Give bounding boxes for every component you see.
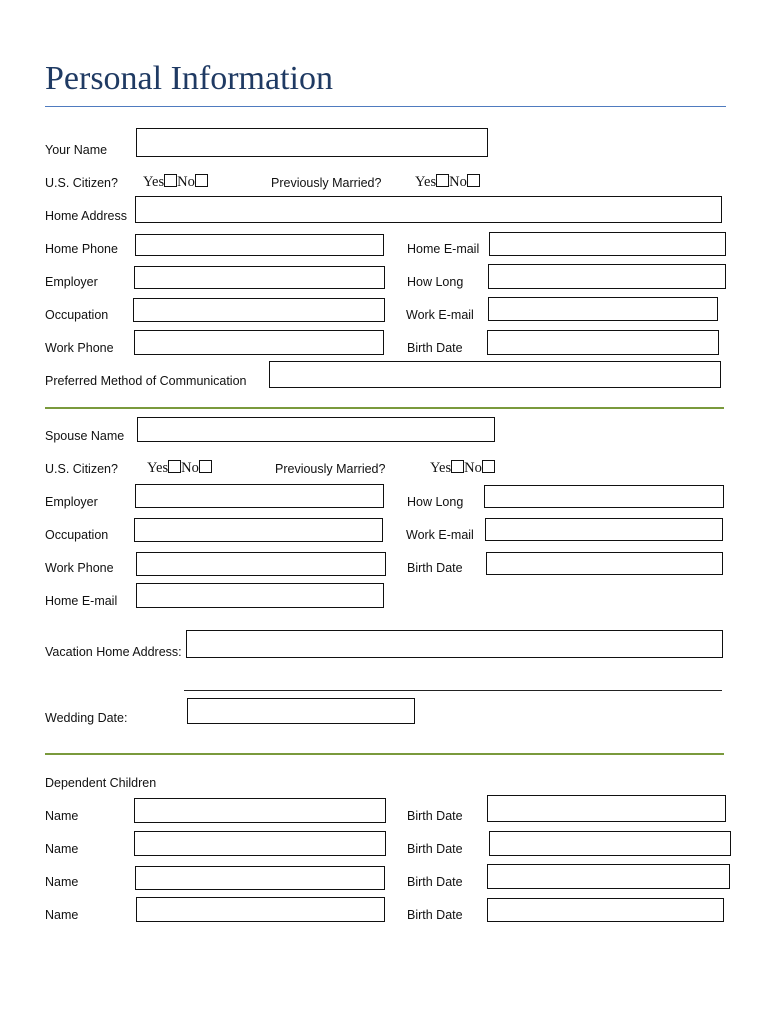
your-name-field[interactable] <box>136 128 488 157</box>
page-title: Personal Information <box>45 60 333 97</box>
spouse-work-email-field[interactable] <box>485 518 723 541</box>
work-email-label: Work E-mail <box>406 308 474 322</box>
spouse-married-no-checkbox[interactable] <box>482 460 495 473</box>
home-address-field[interactable] <box>135 196 722 223</box>
preferred-method-field[interactable] <box>269 361 721 388</box>
home-address-label: Home Address <box>45 209 127 223</box>
citizen-yes-no <box>143 174 208 190</box>
wedding-date-field[interactable] <box>187 698 415 724</box>
spouse-home-email-label: Home E-mail <box>45 594 118 608</box>
birth-date-label: Birth Date <box>407 341 463 355</box>
spouse-employer-label: Employer <box>45 495 98 509</box>
spouse-citizen-yes-no <box>147 460 212 476</box>
child-1-name-label: Name <box>45 809 79 823</box>
child-1-birth-date-label: Birth Date <box>407 809 463 823</box>
how-long-field[interactable] <box>488 264 726 289</box>
spouse-previously-married-label: Previously Married? <box>275 462 386 476</box>
spouse-occupation-field[interactable] <box>134 518 383 542</box>
spouse-married-yes-label: Yes <box>430 460 452 476</box>
citizen-no-checkbox[interactable] <box>195 174 208 187</box>
how-long-label: How Long <box>407 275 464 289</box>
child-3-name-field[interactable] <box>135 866 385 890</box>
child-4-name-label: Name <box>45 908 79 922</box>
occupation-field[interactable] <box>133 298 385 322</box>
spouse-name-label: Spouse Name <box>45 429 125 443</box>
child-2-name-field[interactable] <box>134 831 386 856</box>
child-2-birth-date-label: Birth Date <box>407 842 463 856</box>
spouse-us-citizen-label: U.S. Citizen? <box>45 462 118 476</box>
married-no-checkbox[interactable] <box>467 174 480 187</box>
child-3-birth-date-label: Birth Date <box>407 875 463 889</box>
preferred-method-label: Preferred Method of Communication <box>45 374 247 388</box>
citizen-yes-label: Yes <box>143 174 165 190</box>
home-phone-label: Home Phone <box>45 242 118 256</box>
work-phone-field[interactable] <box>134 330 384 355</box>
child-4-birth-date-label: Birth Date <box>407 908 463 922</box>
spouse-home-email-field[interactable] <box>136 583 384 608</box>
spouse-married-yes-no <box>430 460 495 476</box>
child-2-name-label: Name <box>45 842 79 856</box>
section-divider-1 <box>45 407 724 409</box>
home-email-label: Home E-mail <box>407 242 480 256</box>
spouse-work-email-label: Work E-mail <box>406 528 474 542</box>
your-name-label: Your Name <box>45 143 108 157</box>
married-yes-no <box>415 174 480 190</box>
spouse-occupation-label: Occupation <box>45 528 109 542</box>
spouse-birth-date-field[interactable] <box>486 552 723 575</box>
spouse-birth-date-label: Birth Date <box>407 561 463 575</box>
spouse-married-yes-checkbox[interactable] <box>451 460 464 473</box>
work-phone-label: Work Phone <box>45 341 114 355</box>
employer-field[interactable] <box>134 266 385 289</box>
married-yes-checkbox[interactable] <box>436 174 449 187</box>
spouse-citizen-yes-label: Yes <box>147 460 169 476</box>
citizen-yes-checkbox[interactable] <box>164 174 177 187</box>
child-3-name-label: Name <box>45 875 79 889</box>
dependent-children-heading: Dependent Children <box>45 776 157 790</box>
spouse-work-phone-field[interactable] <box>136 552 386 576</box>
married-no-label: No <box>449 174 467 190</box>
spouse-how-long-field[interactable] <box>484 485 724 508</box>
spouse-how-long-label: How Long <box>407 495 464 509</box>
spouse-married-no-label: No <box>464 460 482 476</box>
spouse-employer-field[interactable] <box>135 484 384 508</box>
wedding-date-label: Wedding Date: <box>45 711 128 725</box>
title-divider <box>45 106 726 107</box>
child-4-birth-date-field[interactable] <box>487 898 724 922</box>
home-phone-field[interactable] <box>135 234 384 256</box>
employer-label: Employer <box>45 275 98 289</box>
spouse-citizen-yes-checkbox[interactable] <box>168 460 181 473</box>
child-3-birth-date-field[interactable] <box>487 864 730 889</box>
spouse-citizen-no-label: No <box>181 460 199 476</box>
vacation-home-address-field[interactable] <box>186 630 723 658</box>
previously-married-label: Previously Married? <box>271 176 382 190</box>
birth-date-field[interactable] <box>487 330 719 355</box>
vacation-address-line-2[interactable] <box>184 690 722 691</box>
work-email-field[interactable] <box>488 297 718 321</box>
spouse-work-phone-label: Work Phone <box>45 561 114 575</box>
child-4-name-field[interactable] <box>136 897 385 922</box>
spouse-citizen-no-checkbox[interactable] <box>199 460 212 473</box>
occupation-label: Occupation <box>45 308 109 322</box>
spouse-name-field[interactable] <box>137 417 495 442</box>
us-citizen-label: U.S. Citizen? <box>45 176 118 190</box>
vacation-home-address-label: Vacation Home Address: <box>45 645 182 659</box>
section-divider-2 <box>45 753 724 755</box>
child-1-name-field[interactable] <box>134 798 386 823</box>
child-1-birth-date-field[interactable] <box>487 795 726 822</box>
citizen-no-label: No <box>177 174 195 190</box>
child-2-birth-date-field[interactable] <box>489 831 731 856</box>
home-email-field[interactable] <box>489 232 726 256</box>
married-yes-label: Yes <box>415 174 437 190</box>
